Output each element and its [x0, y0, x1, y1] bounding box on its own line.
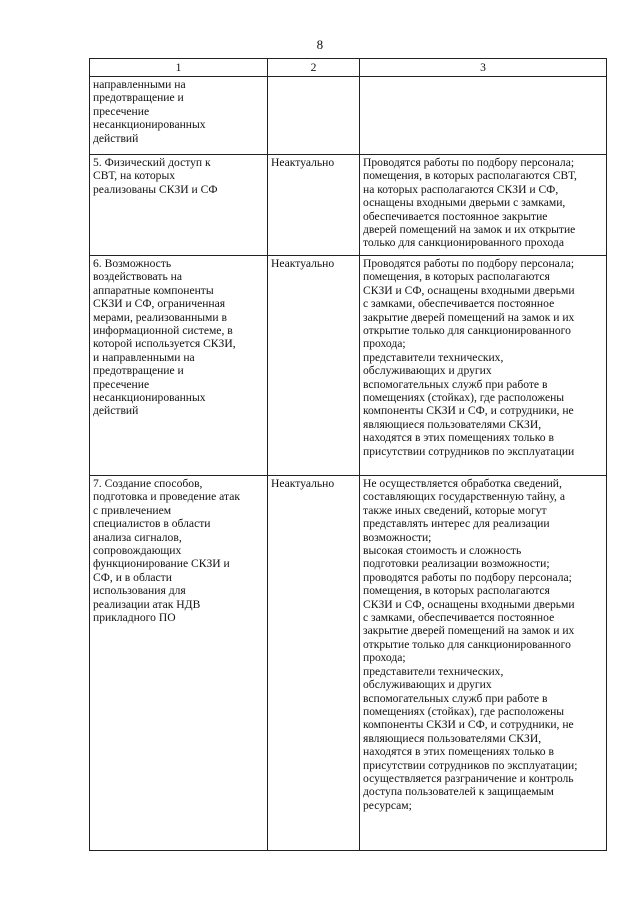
cell-line: помещениях (стойках), где расположены: [363, 704, 565, 718]
cell-line: представители технических,: [363, 664, 504, 678]
cell-line: направленными на: [93, 78, 186, 91]
cell-line: прикладного ПО: [93, 611, 176, 625]
column-header-2: 2: [268, 59, 360, 77]
cell-line: прохода;: [363, 651, 406, 665]
cell-line: 5. Физический доступ к: [93, 156, 211, 169]
threat-cell: [90, 155, 268, 256]
cell-line: с привлечением: [93, 503, 172, 517]
column-header-3: 3: [360, 59, 607, 77]
cell-line: присутствии сотрудников по эксплуатации: [363, 444, 575, 458]
cell-line: пресечение: [93, 377, 150, 391]
cell-line: сопровождающих: [93, 544, 182, 558]
cell-line: возможности;: [363, 530, 432, 544]
cell-line: которой используется СКЗИ,: [93, 337, 236, 351]
cell-line: СКЗИ и СФ, оснащены входными дверьми: [363, 597, 575, 611]
cell-line: подготовки реализации возможности;: [363, 557, 550, 571]
cell-line: закрытие дверей помещений на замок и их: [363, 310, 575, 324]
cell-line: аппаратные компоненты: [93, 283, 214, 297]
cell-line: предотвращение и: [93, 364, 184, 378]
cell-line: функционирование СКЗИ и: [93, 557, 230, 571]
cell-line: являющиеся пользователями СКЗИ,: [363, 417, 542, 431]
relevance-cell: [268, 77, 360, 155]
cell-line: реализации атак НДВ: [93, 597, 201, 611]
cell-line: являющиеся пользователями СКЗИ,: [363, 731, 542, 745]
cell-line: с замками, обеспечивается постоянное: [363, 297, 555, 311]
cell-line: подготовка и проведение атак: [93, 490, 240, 504]
cell-line: 7. Создание способов,: [93, 477, 203, 490]
cell-line: несанкционированных: [93, 391, 206, 405]
justification-cell: [360, 155, 607, 256]
page-number: 8: [316, 37, 324, 52]
cell-line: только для санкционированного прохода: [363, 236, 564, 250]
table-row: [90, 77, 607, 155]
cell-line: помещения, в которых располагаются: [363, 270, 550, 284]
cell-line: обслуживающих и других: [363, 364, 492, 378]
cell-line: вспомогательных служб при работе в: [363, 691, 548, 705]
cell-line: анализа сигналов,: [93, 530, 182, 544]
cell-line: находятся в этих помещениях только в: [363, 431, 554, 445]
cell-line: представители технических,: [363, 350, 504, 364]
cell-line: дверей помещений на замок и их открытие: [363, 223, 576, 237]
cell-line: с замками, обеспечивается постоянное: [363, 611, 555, 625]
cell-line: оснащены входными дверьми с замками,: [363, 196, 566, 210]
cell-line: представлять интерес для реализации: [363, 517, 550, 531]
cell-line: находятся в этих помещениях только в: [363, 745, 554, 759]
cell-line: помещения, в которых располагаются: [363, 584, 550, 598]
cell-line: Проводятся работы по подбору персонала;: [363, 156, 575, 169]
relevance-cell: Неактуально: [268, 476, 360, 851]
table-row: [90, 476, 607, 851]
cell-line: вспомогательных служб при работе в: [363, 377, 548, 391]
cell-line: обслуживающих и других: [363, 678, 492, 692]
cell-line: действий: [93, 404, 139, 418]
column-header-1: 1: [90, 59, 268, 77]
cell-line: проводятся работы по подбору персонала;: [363, 570, 572, 584]
cell-line: СКЗИ и СФ, ограниченная: [93, 297, 226, 311]
cell-line: высокая стоимость и сложность: [363, 544, 522, 558]
relevance-cell: Неактуально: [268, 256, 360, 476]
table-row: [90, 155, 607, 256]
threat-cell: [90, 476, 268, 851]
cell-line: Проводятся работы по подбору персонала;: [363, 257, 575, 270]
cell-line: 6. Возможность: [93, 257, 172, 270]
cell-line: компоненты СКЗИ и СФ, и сотрудники, не: [363, 718, 574, 732]
threat-cell: [90, 77, 268, 155]
table-row: [90, 256, 607, 476]
cell-line: присутствии сотрудников по эксплуатации;: [363, 758, 578, 772]
table-header-row: [90, 59, 607, 77]
justification-cell: [360, 256, 607, 476]
cell-line: осуществляется разграничение и контроль: [363, 771, 574, 785]
cell-line: использования для: [93, 584, 186, 598]
cell-line: СВТ, на которых: [93, 169, 176, 183]
cell-line: воздействовать на: [93, 270, 182, 284]
justification-cell: [360, 476, 607, 851]
cell-line: открытие только для санкционированного: [363, 324, 571, 338]
justification-cell: [360, 77, 607, 155]
cell-line: пресечение: [93, 104, 150, 118]
cell-line: реализованы СКЗИ и СФ: [93, 182, 218, 196]
cell-line: также иных сведений, которые могут: [363, 503, 547, 517]
cell-line: компоненты СКЗИ и СФ, и сотрудники, не: [363, 404, 574, 418]
cell-line: СФ, и в области: [93, 570, 172, 584]
cell-line: Не осуществляется обработка сведений,: [363, 477, 562, 490]
cell-line: доступа пользователей к защищаемым: [363, 785, 554, 799]
relevance-cell: Неактуально: [268, 155, 360, 256]
cell-line: и направленными на: [93, 350, 195, 364]
cell-line: действий: [93, 131, 139, 145]
cell-line: специалистов в области: [93, 517, 211, 531]
cell-line: помещениях (стойках), где расположены: [363, 391, 565, 405]
threat-table: [89, 58, 607, 851]
cell-line: предотвращение и: [93, 91, 184, 105]
cell-line: обеспечивается постоянное закрытие: [363, 209, 548, 223]
cell-line: открытие только для санкционированного: [363, 637, 571, 651]
cell-line: мерами, реализованными в: [93, 310, 227, 324]
cell-line: на которых располагаются СКЗИ и СФ,: [363, 182, 559, 196]
cell-line: закрытие дверей помещений на замок и их: [363, 624, 575, 638]
cell-line: составляющих государственную тайну, а: [363, 490, 565, 504]
cell-line: СКЗИ и СФ, оснащены входными дверьми: [363, 283, 575, 297]
cell-line: несанкционированных: [93, 118, 206, 132]
cell-line: прохода;: [363, 337, 406, 351]
threat-cell: [90, 256, 268, 476]
cell-line: ресурсам;: [363, 798, 412, 812]
cell-line: информационной системе, в: [93, 324, 233, 338]
cell-line: помещения, в которых располагаются СВТ,: [363, 169, 577, 183]
